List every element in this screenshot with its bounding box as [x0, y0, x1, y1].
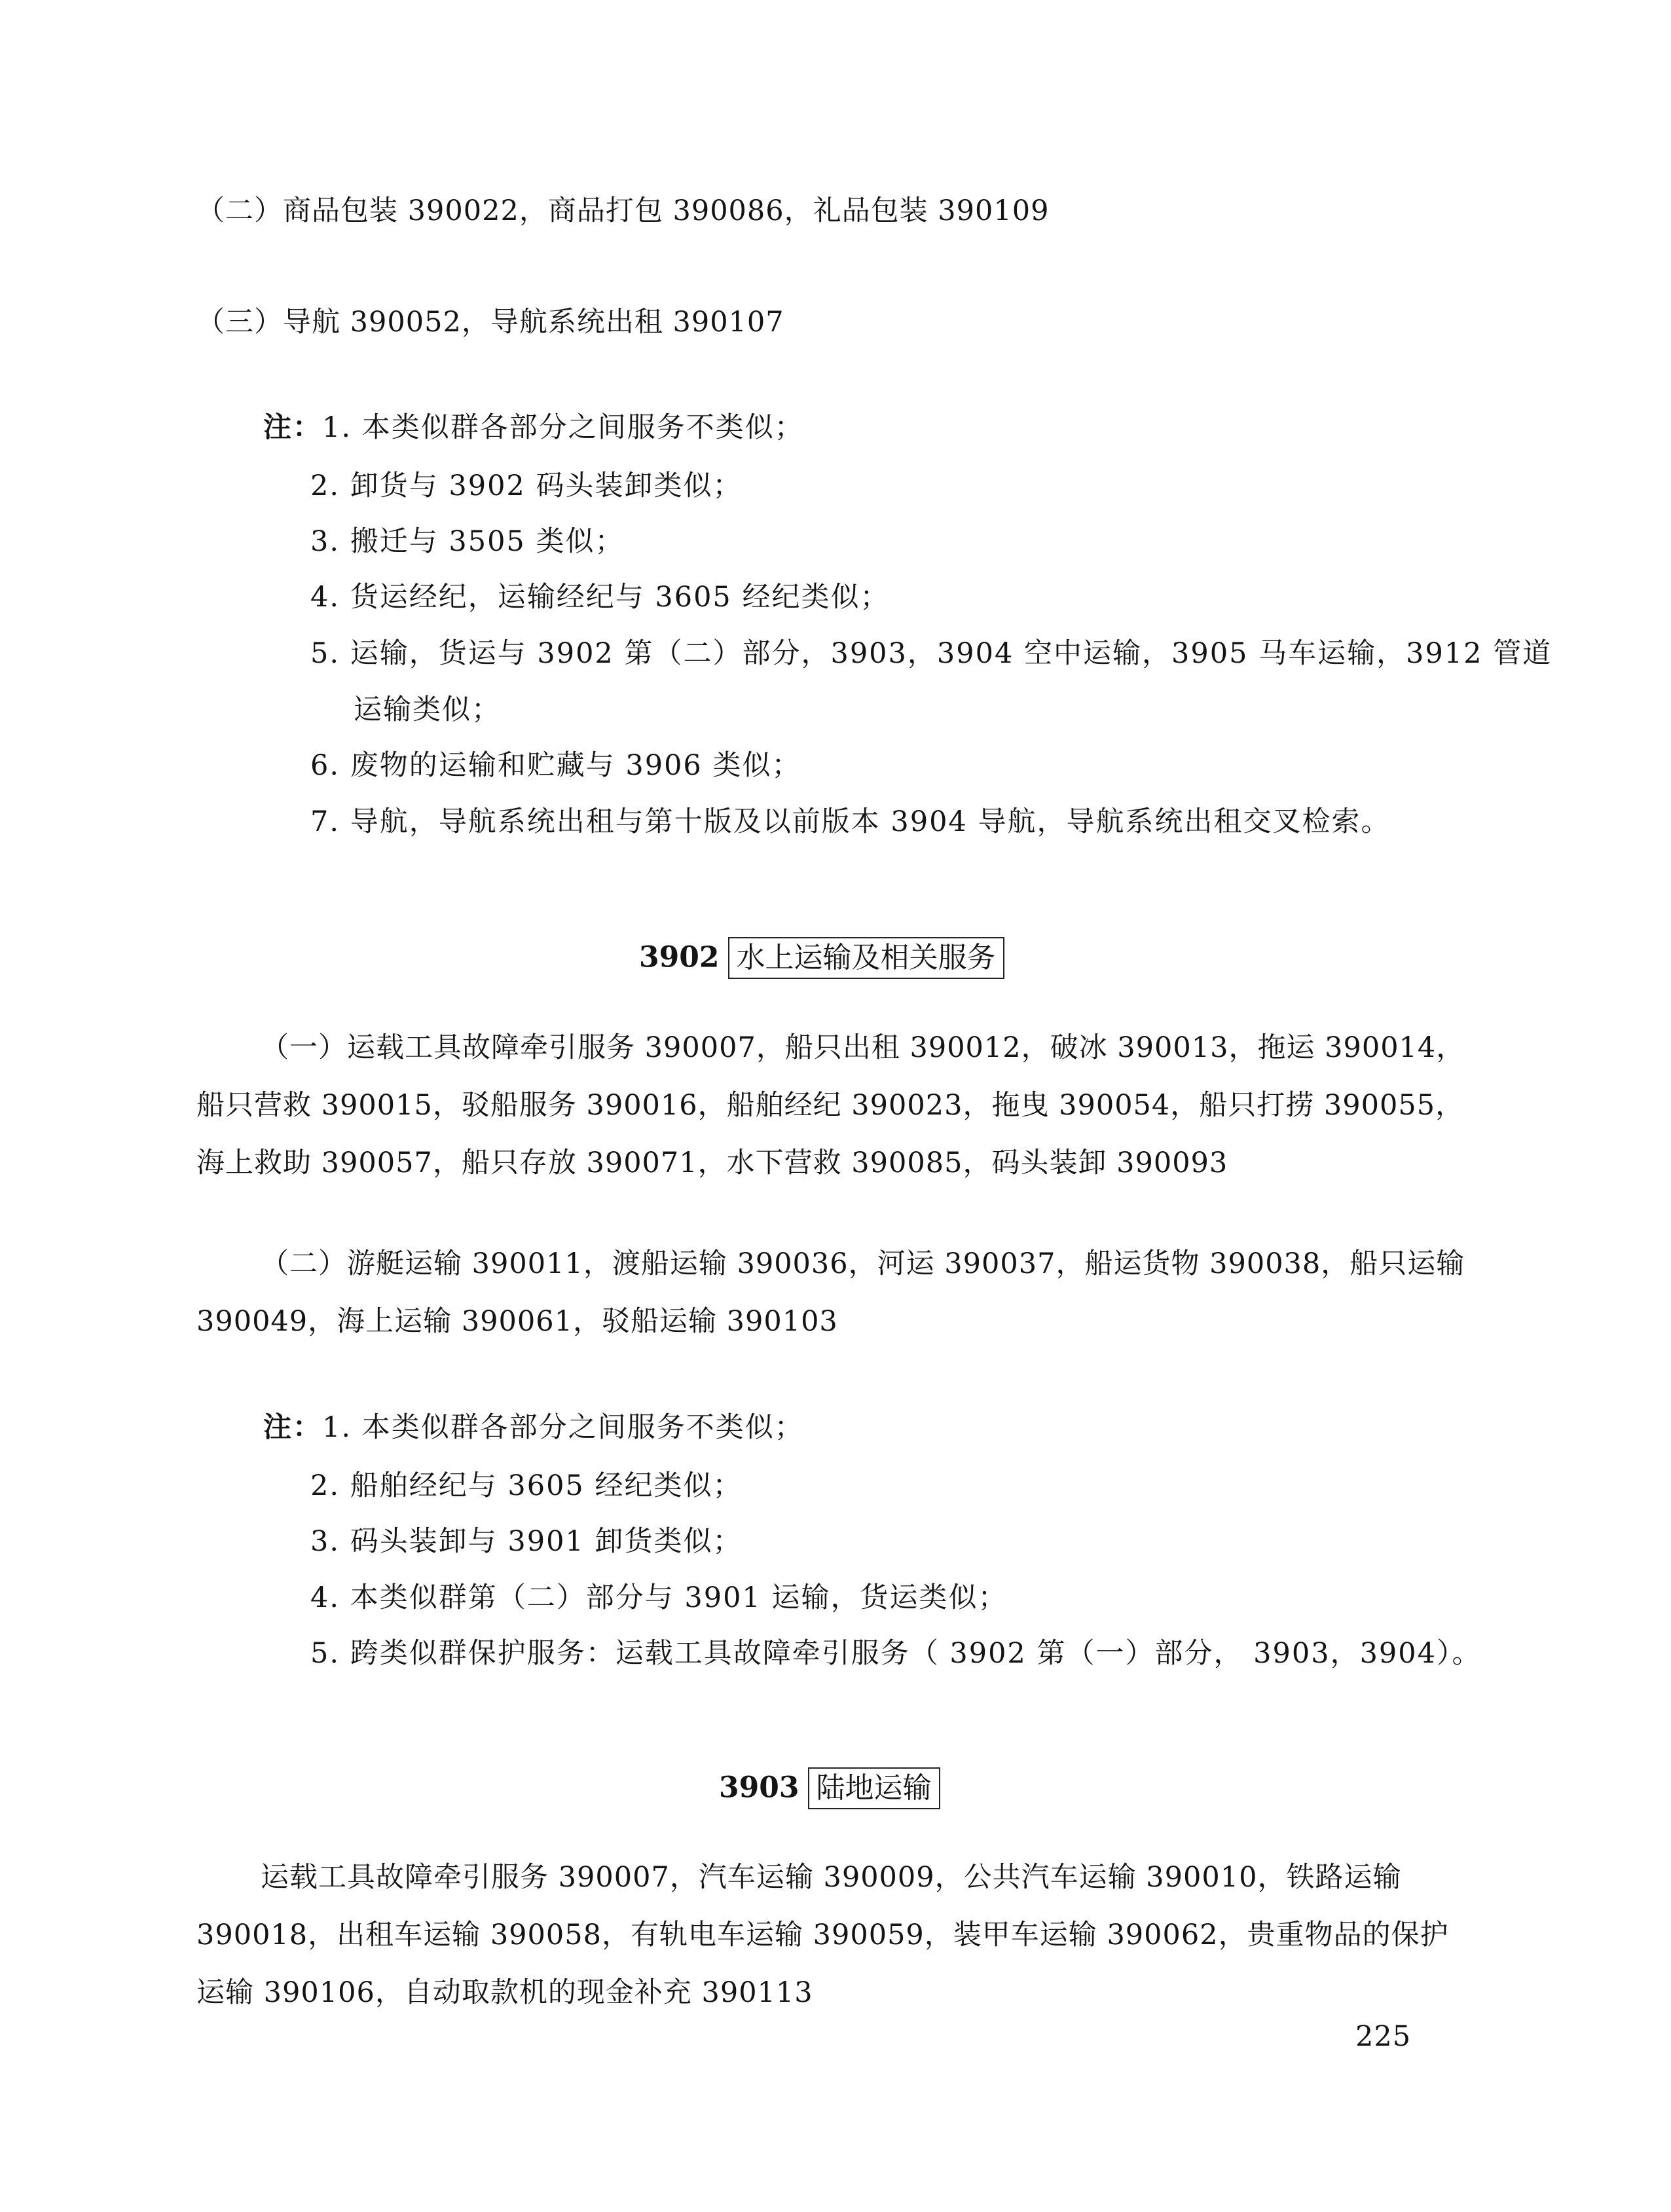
- note-prefix: 注：: [263, 1411, 322, 1444]
- note-3902-4: 4. 本类似群第（二）部分与 3901 运输，货运类似；: [310, 1581, 1008, 1614]
- page-number: 225: [1355, 2020, 1412, 2053]
- note-3901-6: 6. 废物的运输和贮藏与 3906 类似；: [310, 749, 801, 782]
- note-3901-1: [263, 408, 804, 447]
- note-3901-3: 3. 搬迁与 3505 类似；: [310, 525, 625, 558]
- note-3902-5: 5. 跨类似群保护服务：运载工具故障牵引服务（ 3902 第（一）部分， 3903，3904）。: [310, 1637, 1482, 1670]
- section-code: 3902: [639, 940, 720, 974]
- note-prefix: 注：: [263, 411, 322, 444]
- note-3902-1: [263, 1408, 804, 1447]
- section-3902-heading: [639, 936, 1004, 979]
- note-3901-5: 5. 运输，货运与 3902 第（二）部分，3903，3904 空中运输，3905 马车运输，3912 管道: [310, 637, 1552, 670]
- note-text: 1. 本类似群各部分之间服务不类似；: [322, 411, 804, 444]
- section-3901-part-3: （三）导航 390052，导航系统出租 390107: [196, 306, 784, 339]
- section-3902-part-1: （一）运载工具故障牵引服务 390007，船只出租 390012，破冰 390013，拖运 390014，船只营救 390015，驳船服务 390016，船舶经纪 390023，拖曳 390054，船只打捞 390055，海上救助 390057，船只存放 390071，水下营救 390085，码头装卸 390093: [196, 1031, 1465, 1179]
- section-title: 水上运输及相关服务: [728, 937, 1004, 979]
- section-3902-part-2: （二）游艇运输 390011，渡船运输 390036，河运 390037，船运货物 390038，船只运输 390049，海上运输 390061，驳船运输 390103: [196, 1247, 1465, 1338]
- section-3901-part-2: （二）商品包装 390022，商品打包 390086，礼品包装 390109: [196, 194, 1050, 227]
- note-3902-3: 3. 码头装卸与 3901 卸货类似；: [310, 1525, 743, 1558]
- note-3901-5-cont: 运输类似；: [354, 693, 501, 726]
- section-code: 3903: [719, 1771, 799, 1805]
- section-3903-body: 运载工具故障牵引服务 390007，汽车运输 390009，公共汽车运输 390010，铁路运输 390018，出租车运输 390058，有轨电车运输 390059，装甲车运输 390062，贵重物品的保护运输 390106，自动取款机的现金补充 390113: [196, 1861, 1449, 2009]
- note-3902-2: 2. 船舶经纪与 3605 经纪类似；: [310, 1469, 743, 1502]
- section-title: 陆地运输: [808, 1767, 940, 1809]
- note-text: 1. 本类似群各部分之间服务不类似；: [322, 1411, 804, 1444]
- note-3901-7: 7. 导航，导航系统出租与第十版及以前版本 3904 导航，导航系统出租交叉检索。: [310, 805, 1391, 838]
- section-3903-heading: [719, 1767, 940, 1809]
- note-3901-4: 4. 货运经纪，运输经纪与 3605 经纪类似；: [310, 581, 890, 614]
- note-3901-2: 2. 卸货与 3902 码头装卸类似；: [310, 470, 743, 502]
